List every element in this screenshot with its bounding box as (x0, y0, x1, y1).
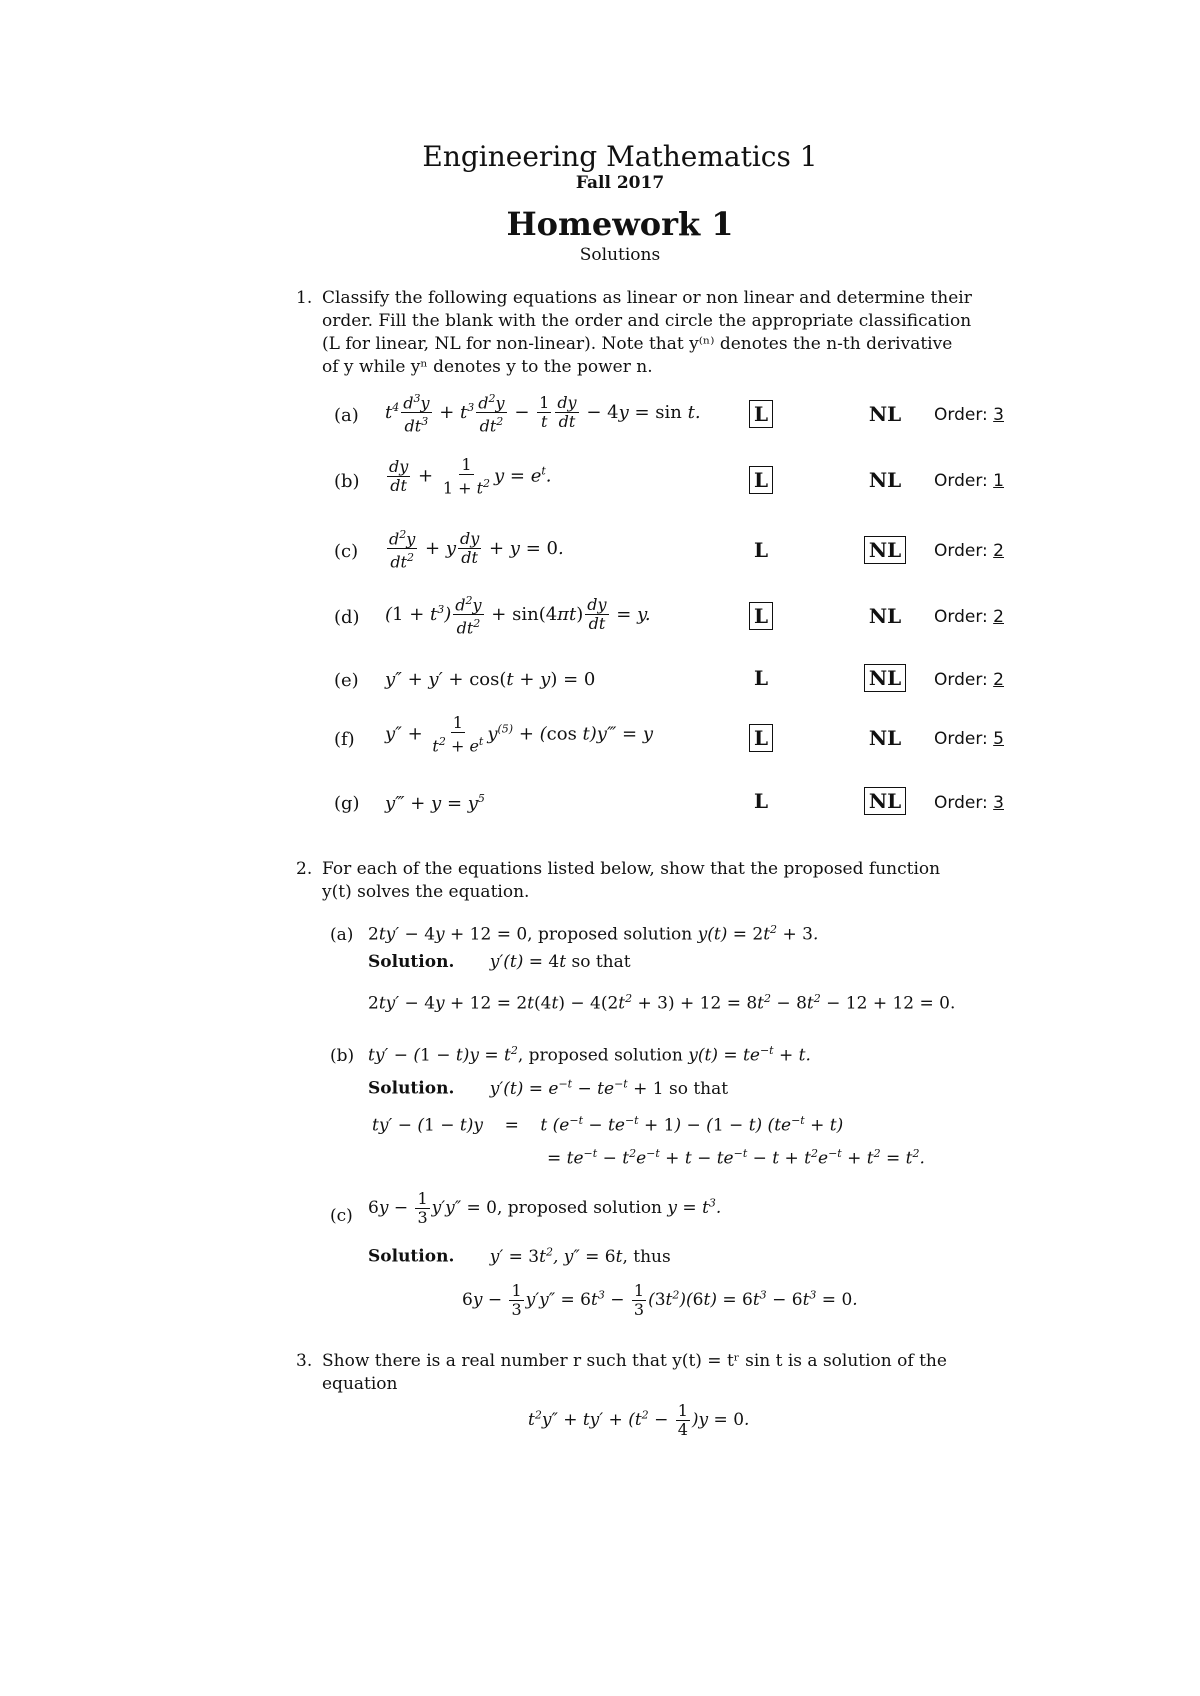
term: Fall 2017 (575, 173, 665, 193)
q2b-statement: $ty' - (1 - t)y = t^2$, proposed solution $y(t) = te^{-t} + t$. (368, 1044, 811, 1066)
q1d-nonlinear-choice[interactable] (857, 604, 913, 628)
q2c-derivation: 6y − $\frac{1}{3}$ $y'y'' = 6t^3$ − $\frac{1}{3}$ $(3t^2)(6t) = 6t^3 - 6t^3 = 0$. (462, 1281, 858, 1319)
q3-intro-line: equation (322, 1374, 398, 1394)
q1f-nonlinear-label: NL (868, 726, 902, 750)
q1e-order-label: Order: (934, 670, 988, 690)
q1a-order-label: Order: (934, 405, 988, 425)
q1e-nonlinear-label: NL (864, 664, 906, 692)
q1d-nonlinear-label: NL (868, 604, 902, 628)
q1c-linear-label: L (753, 538, 769, 562)
q1g-order-label: Order: (934, 793, 988, 813)
q2c-solution-label: Solution. (368, 1246, 455, 1267)
q2c-solution: Solution. $y' = 3t^2$, y″ = 6t, thus (368, 1245, 671, 1267)
q1-intro (322, 287, 1002, 379)
q1e-nonlinear-choice[interactable] (857, 666, 913, 690)
q1c-order-label: Order: (934, 541, 988, 561)
q1d-linear-choice[interactable] (733, 604, 789, 628)
q1d-linear-label: L (749, 602, 773, 630)
q1c-nonlinear-label: NL (864, 536, 906, 564)
q1d-order (934, 607, 1019, 627)
q1f-equation: y″ + $\frac{1}{t^2 + e^t}$ $y^{(5)} + (\cos$ t)y‴ = y (385, 713, 654, 756)
q1d-order-value: 2 (993, 607, 1004, 627)
q1b-order-label: Order: (934, 471, 988, 491)
q1c-order (934, 541, 1019, 561)
q1a-linear-choice[interactable] (733, 402, 789, 426)
q1a-order-value: 3 (993, 405, 1004, 425)
q2-number: 2. (296, 859, 313, 879)
q1b-equation: $\frac{dy}{dt}$ + $\frac{1}{1 + t^2}$ $y = e^t$. (389, 455, 552, 498)
q1-intro-line: Classify the following equations as linear or non linear and determine their (322, 288, 972, 308)
solutions-label: Solutions (579, 245, 661, 265)
q1g-label: (g) (334, 793, 360, 814)
q3-number: 3. (296, 1351, 313, 1371)
q1a-linear-label: L (749, 400, 773, 428)
q1a-nonlinear-label: NL (868, 402, 902, 426)
q1b-order-value: 1 (993, 471, 1004, 491)
q3-equation: $t^2y'' + ty' + (t^2$ − $\frac{1}{4}$ )y = 0. (528, 1401, 750, 1439)
q2b-derivation-line2: = $te^{-t} - t^2e^{-t} + t - te^{-t} - t + t^2e^{-t} + t^2 = t^2$. (547, 1147, 925, 1169)
q1g-nonlinear-choice[interactable] (857, 789, 913, 813)
q1-intro-line: of y while yⁿ denotes y to the power n. (322, 357, 653, 377)
course-title: Engineering Mathematics 1 (422, 140, 818, 173)
q2a-solution-label: Solution. (368, 952, 455, 972)
q2b-solution-label: Solution. (368, 1078, 455, 1099)
q1f-nonlinear-choice[interactable] (857, 726, 913, 750)
homework-title: Homework 1 (506, 205, 734, 243)
q1a-label: (a) (334, 405, 359, 426)
q1-number: 1. (296, 288, 313, 308)
q2-intro (322, 858, 1002, 904)
q2c-statement: 6y − $\frac{1}{3}$ y′y″ = 0, proposed solution $y = t^3$. (368, 1189, 722, 1227)
q2b-derivation-line1: ty′ − (1 − t)y = t $(e^{-t} - te^{-t} + 1) - (1 - t) (te^{-t} + t)$ (372, 1114, 844, 1136)
q1g-nonlinear-label: NL (864, 787, 906, 815)
q1e-order (934, 670, 1019, 690)
q2-intro-line: y(t) solves the equation. (322, 882, 530, 902)
q2a-derivation: $2ty' - 4y + 12 = 2t(4t) - 4(2t^2 + 3) + 12 = 8t^2 - 8t^2 - 12 + 12 = 0$. (368, 992, 956, 1014)
q2b-label: (b) (330, 1046, 355, 1066)
q1e-order-value: 2 (993, 670, 1004, 690)
q1g-linear-choice[interactable] (733, 789, 789, 813)
q1e-equation: y″ + y′ + cos(t + y) = 0 (385, 669, 596, 690)
q1b-linear-choice[interactable] (733, 468, 789, 492)
q1c-label: (c) (334, 541, 359, 562)
q1e-label: (e) (334, 670, 359, 691)
q1d-label: (d) (334, 607, 360, 628)
q1f-label: (f) (334, 729, 355, 750)
q1d-equation: $(1 + t^3)$ $\frac{d^2y}{dt^2}$ + sin(4πt) $\frac{dy}{dt}$ = y. (385, 594, 651, 638)
q1b-nonlinear-label: NL (868, 468, 902, 492)
q1b-label: (b) (334, 471, 360, 492)
q1b-nonlinear-choice[interactable] (857, 468, 913, 492)
q2a-label: (a) (330, 925, 354, 945)
q1f-linear-label: L (749, 724, 773, 752)
q3-intro (322, 1350, 1002, 1396)
q1f-order (934, 729, 1019, 749)
q1e-linear-label: L (753, 666, 769, 690)
q1c-order-value: 2 (993, 541, 1004, 561)
q2a-solution: Solution. y′(t) = 4t so that (368, 952, 631, 972)
q1g-equation: y‴ + $y = y^5$ (385, 792, 485, 814)
q1a-nonlinear-choice[interactable] (857, 402, 913, 426)
q1g-order-value: 3 (993, 793, 1004, 813)
q1c-equation: $\frac{d^2y}{dt^2}$ + y $\frac{dy}{dt}$ + y = 0. (389, 528, 564, 572)
q1e-linear-choice[interactable] (733, 666, 789, 690)
q1f-order-value: 5 (993, 729, 1004, 749)
q1f-order-label: Order: (934, 729, 988, 749)
q1c-linear-choice[interactable] (733, 538, 789, 562)
q1b-linear-label: L (749, 466, 773, 494)
q2c-label: (c) (330, 1206, 353, 1226)
q1d-order-label: Order: (934, 607, 988, 627)
q2a-statement: 2ty′ − 4y + 12 = 0, proposed solution $y(t) = 2t^2 + 3$. (368, 923, 819, 945)
q1a-equation: $t^4$ $\frac{d^3y}{dt^3}$ + $t^3$ $\frac{d^2y}{dt^2}$ − $\frac{1}{t}$ $\frac{dy}{dt}$ − 4y = sin t. (385, 392, 701, 436)
q2-intro-line: For each of the equations listed below, show that the proposed function (322, 859, 941, 879)
q1a-order (934, 405, 1019, 425)
q1c-nonlinear-choice[interactable] (857, 538, 913, 562)
q1g-order (934, 793, 1019, 813)
q1b-order (934, 471, 1019, 491)
q2b-solution: Solution. $y'(t) = e^{-t} - te^{-t} + 1$ so that (368, 1077, 729, 1099)
q1f-linear-choice[interactable] (733, 726, 789, 750)
q3-intro-line: Show there is a real number r such that y(t) = tʳ sin t is a solution of the (322, 1351, 947, 1371)
q1-intro-line: order. Fill the blank with the order and circle the appropriate classification (322, 311, 972, 331)
q1-intro-line: (L for linear, NL for non-linear). Note that y⁽ⁿ⁾ denotes the n-th derivative (322, 334, 953, 354)
q1g-linear-label: L (753, 789, 769, 813)
